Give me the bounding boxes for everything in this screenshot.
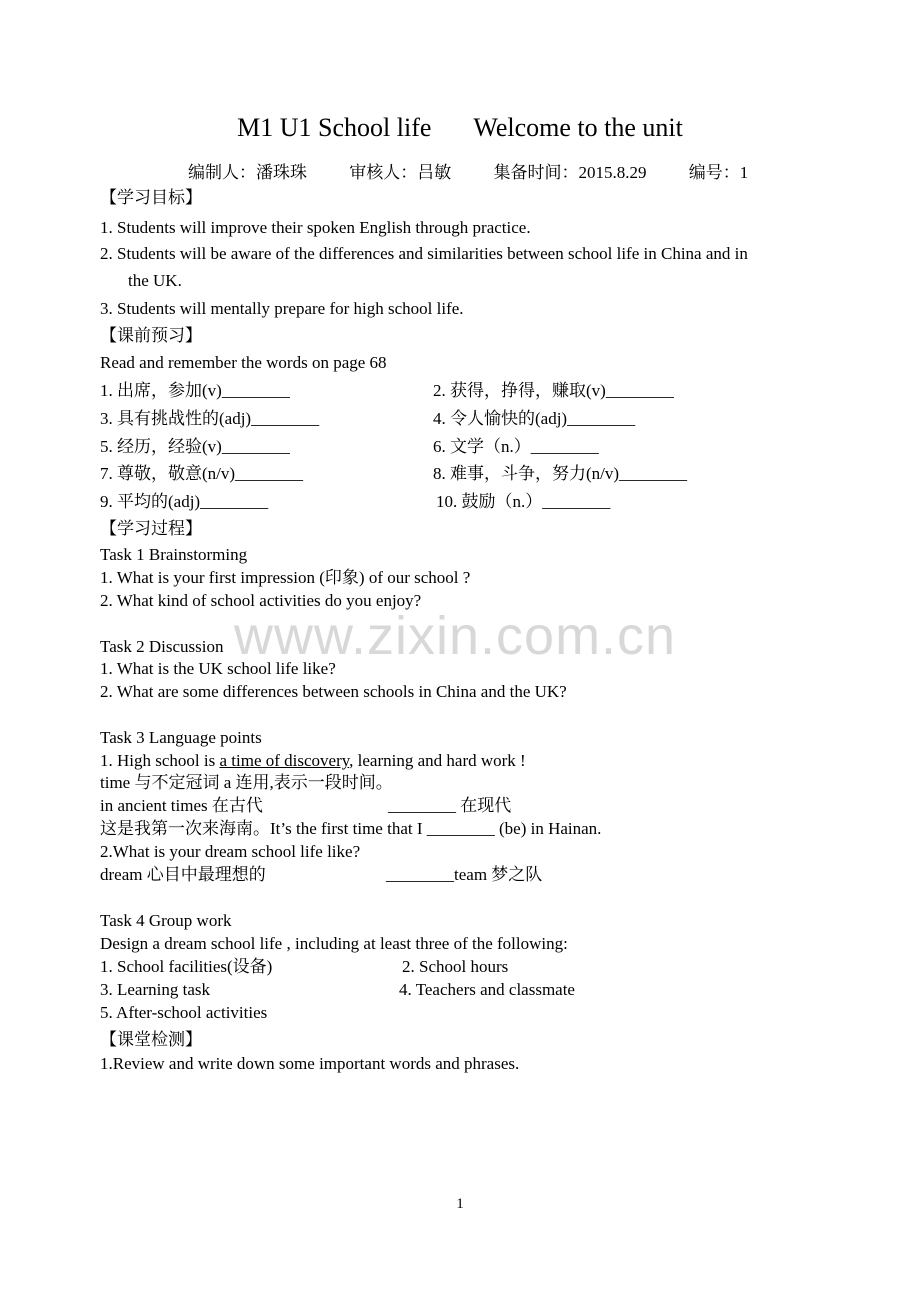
goal-2-continued: the UK. bbox=[128, 271, 182, 290]
title-part2: Welcome to the unit bbox=[473, 113, 683, 142]
section-goals-heading: 【学习目标】 bbox=[100, 188, 202, 207]
goal-3: 3. Students will mentally prepare for high school life. bbox=[100, 299, 464, 318]
goal-1: 1. Students will improve their spoken English through practice. bbox=[100, 218, 531, 237]
task4-item: 5. After-school activities bbox=[100, 1003, 268, 1022]
title-part1: M1 U1 School life bbox=[237, 113, 432, 142]
vocab-item: 9. 平均的(adj)________ bbox=[100, 492, 269, 511]
task3-point-1-post: , learning and hard work ! bbox=[349, 751, 526, 770]
task2-question-1: 1. What is the UK school life like? bbox=[100, 659, 336, 678]
task4-item: 3. Learning task bbox=[100, 980, 210, 999]
vocab-item: 8. 难事，斗争，努力(n/v)________ bbox=[433, 464, 688, 483]
task2-question-2: 2. What are some differences between schools in China and the UK? bbox=[100, 682, 567, 701]
task3-modern: ________ 在现代 bbox=[388, 796, 512, 815]
task3-point-1-underlined: a time of discovery bbox=[219, 751, 350, 770]
vocab-item: 3. 具有挑战性的(adj)________ bbox=[100, 409, 320, 428]
task3-point-2: 2.What is your dream school life like? bbox=[100, 842, 361, 861]
vocab-item: 10. 鼓励（n.）________ bbox=[436, 492, 611, 511]
document-meta bbox=[188, 158, 748, 183]
task3-ancient: in ancient times 在古代 bbox=[100, 796, 263, 815]
task4-heading: Task 4 Group work bbox=[100, 911, 232, 930]
vocab-item: 2. 获得，挣得，赚取(v)________ bbox=[433, 381, 674, 400]
watermark: www.zixin.com.cn bbox=[234, 606, 677, 666]
preview-instruction: Read and remember the words on page 68 bbox=[100, 353, 387, 372]
task1-heading: Task 1 Brainstorming bbox=[100, 545, 248, 564]
section-check-heading: 【课堂检测】 bbox=[100, 1030, 202, 1049]
task2-heading: Task 2 Discussion bbox=[100, 637, 224, 656]
task1-question-2: 2. What kind of school activities do you enjoy? bbox=[100, 591, 422, 610]
task4-instruction: Design a dream school life , including at least three of the following: bbox=[100, 934, 568, 953]
vocab-item: 6. 文学（n.）________ bbox=[433, 437, 599, 456]
task3-time-note: time 与不定冠词 a 连用,表示一段时间。 bbox=[100, 773, 393, 792]
section-process-heading: 【学习过程】 bbox=[100, 519, 202, 538]
task4-item: 2. School hours bbox=[402, 957, 509, 976]
meta-reviewer: 审核人：吕敏 bbox=[349, 163, 452, 182]
vocab-item: 1. 出席，参加(v)________ bbox=[100, 381, 290, 400]
task3-point-1 bbox=[100, 751, 526, 771]
meta-number: 编号：1 bbox=[688, 163, 749, 182]
meta-author: 编制人：潘珠珠 bbox=[188, 163, 307, 182]
task3-first-time: 这是我第一次来海南。It’s the first time that I ________ (be) in Hainan. bbox=[100, 819, 602, 838]
task3-heading: Task 3 Language points bbox=[100, 728, 262, 747]
task4-item: 1. School facilities(设备) bbox=[100, 957, 273, 976]
goal-2: 2. Students will be aware of the differences and similarities between school life in China and in bbox=[100, 244, 748, 263]
task3-point-1-pre: 1. High school is bbox=[100, 751, 220, 770]
section-preview-heading: 【课前预习】 bbox=[100, 326, 202, 345]
task1-question-1: 1. What is your first impression (印象) of our school ? bbox=[100, 568, 471, 587]
task3-dream: dream 心目中最理想的 bbox=[100, 865, 266, 884]
meta-date: 集备时间：2015.8.29 bbox=[493, 163, 647, 182]
task4-item: 4. Teachers and classmate bbox=[399, 980, 575, 999]
page-title bbox=[0, 112, 920, 144]
check-question-1: 1.Review and write down some important words and phrases. bbox=[100, 1054, 520, 1073]
page-number: 1 bbox=[456, 1196, 464, 1212]
vocab-item: 5. 经历，经验(v)________ bbox=[100, 437, 290, 456]
vocab-item: 4. 令人愉快的(adj)________ bbox=[433, 409, 636, 428]
vocab-item: 7. 尊敬，敬意(n/v)________ bbox=[100, 464, 304, 483]
task3-dream-team: ________team 梦之队 bbox=[386, 865, 543, 884]
